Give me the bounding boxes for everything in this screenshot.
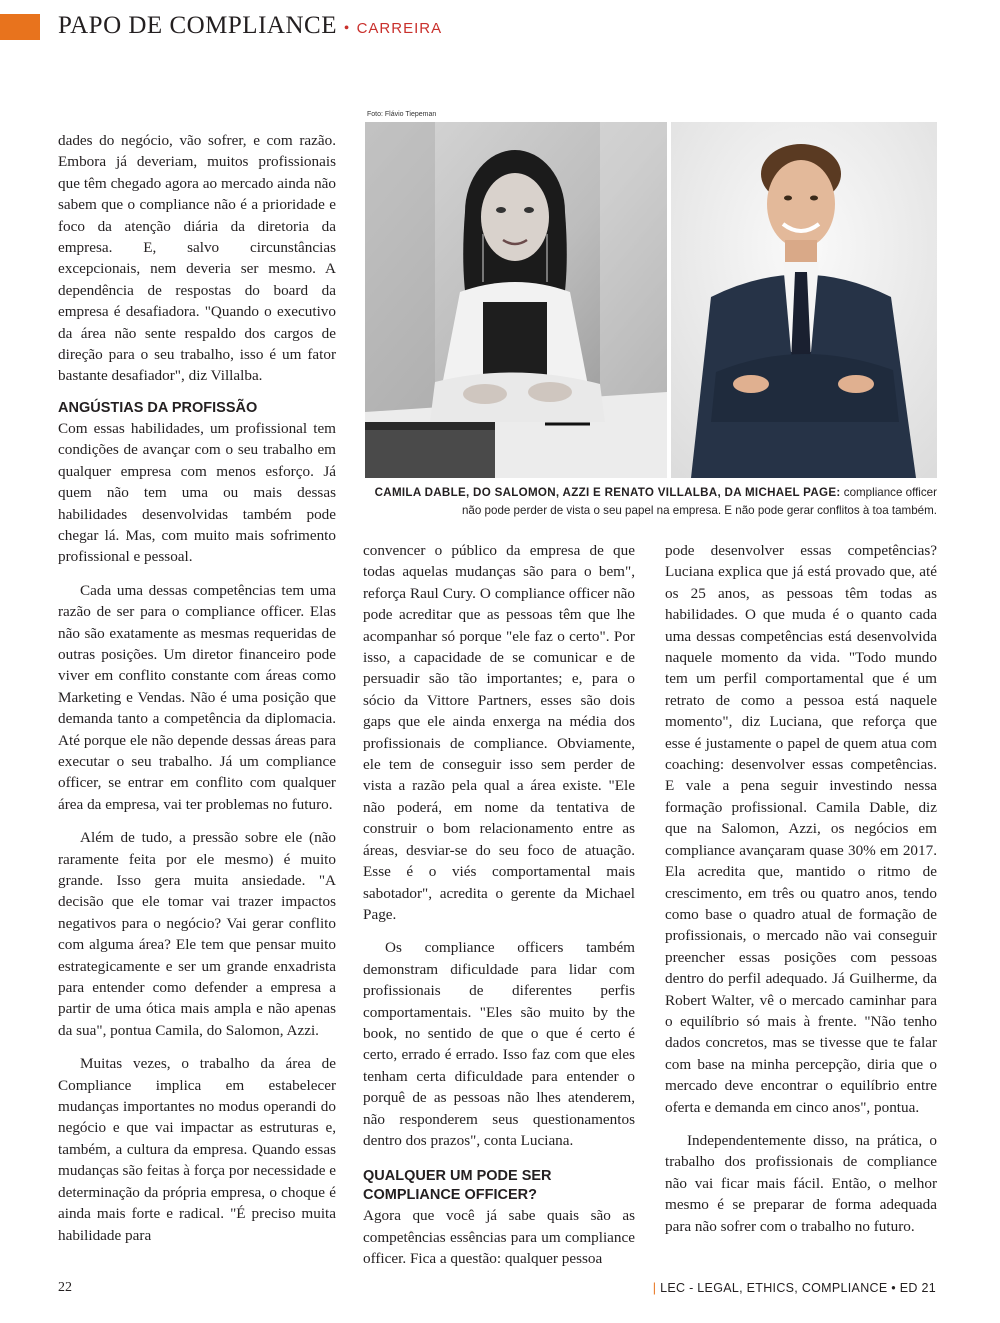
- header-section: CARREIRA: [356, 20, 443, 37]
- caption-text: compliance officer não pode perder de vista o seu papel na empresa. E não pode gerar conflitos à toa também.: [461, 486, 937, 517]
- publication-footer: [653, 1281, 936, 1295]
- col2-paragraph-1: convencer o público da empresa de que todas aquelas mudanças são para o bem", reforça Raul Cury. O compliance officer não pode acreditar que as pessoas têm que lhe acompanhar só porque "ele faz o certo". Por isso, a capacidade de se comunicar e de persuadir são tão importantes; e, para o sócio da Vittore Partners, esses são dois gaps que ele ainda enxerga na média dos profissionais de compliance. Obviamente, ele tem de conseguir isso sem perder de vista a razão pela qual a área existe. "Ele não poderá, em nome da tentativa de construir o bom relacionamento entre as áreas, desviar-se do seu foco de atuação. Esse é o viés comportamental mais sabotador", acredita o gerente da Michael Page.: [363, 542, 635, 923]
- col1-paragraph-2: Com essas habilidades, um profissional tem condições de avançar com o seu trabalho em qualquer empresa com menos esforço. Já quem não tem uma ou mais dessas habilidades desenvolvidas também pode chegar lá. Mas, com muito mais sofrimento profissional e pessoal.: [58, 419, 336, 566]
- footer-dot: •: [891, 1281, 896, 1295]
- footer-bar: |: [652, 1281, 657, 1295]
- col2-subhead: QUALQUER UM PODE SER COMPLIANCE OFFICER?: [363, 1168, 552, 1204]
- page-number: 22: [58, 1280, 72, 1295]
- photo-camila-dable: [365, 122, 667, 478]
- column-1: [58, 130, 336, 1246]
- page-header: [58, 12, 442, 40]
- caption-names: CAMILA DABLE, DO SALOMON, AZZI E RENATO VILLALBA, DA MICHAEL PAGE:: [374, 486, 841, 499]
- column-3: [665, 540, 937, 1237]
- footer-edition: ED 21: [899, 1281, 936, 1295]
- header-separator: •: [343, 20, 350, 37]
- col1-subhead: ANGÚSTIAS DA PROFISSÃO: [58, 399, 258, 416]
- photo-caption: [365, 484, 937, 520]
- column-2: [363, 540, 635, 1270]
- footer-publication: LEC - LEGAL, ETHICS, COMPLIANCE: [660, 1281, 888, 1295]
- col2-paragraph-3: Agora que você já sabe quais são as competências essências para um compliance officer. Fica a questão: qualquer pessoa: [363, 1207, 635, 1268]
- photo-credit-left: Foto: Flávio Tiepeman: [367, 111, 437, 118]
- col3-paragraph-2: Independentemente disso, na prática, o trabalho dos profissionais de compliance não vai ficar mais fácil. Então, o melhor mesmo é se preparar de forma adequada para não sofrer com o trabalho no futuro.: [665, 1131, 937, 1235]
- col1-paragraph-1: dades do negócio, vão sofrer, e com razão. Embora já deveriam, muitos profissionais que têm chegado agora ao mercado ainda não sabem que o compliance não é a prioridade e foco da atenção diária da diretoria da empresa. E, salvo circunstâncias excepcionais, nem deveria ser mesmo. A dependência de respostas do board da empresa é desafiadora. "Quando o executivo da área não sente respaldo dos cargos de direção para o seu trabalho, isso é um fator bastante desafiador", diz Villalba.: [58, 132, 336, 385]
- col3-paragraph-1: pode desenvolver essas competências? Luciana explica que já está provado que, até os 25 anos, as pessoas têm todas as habilidades. O que muda é o quanto cada uma dessas competências está desenvolvida naquele momento da vida. "Todo mundo tem um perfil comportamental que é um retrato de como a pessoa está naquele momento", diz Luciana, que reforça que esse é justamente o papel de quem atua com coaching: desenvolver essas competências. E vale a pena seguir investindo nessa formação profissional. Camila Dable, diz que na Salomon, Azzi, os negócios em compliance avançaram quase 30% em 2017. Ela acredita que, mantido o ritmo de crescimento, em três ou quatro anos, tendo como base o quadro atual de formação de profissionais, o mercado não vai conseguir preencher essas posições com pessoas dentro do perfil adequado. Já Guilherme, da Robert Walter, vê o mercado caminhar para o equilíbrio só mais à frente. "Não tenho dados concretos, mas se tivesse que te falar com base na minha percepção, diria que o mercado deve encontrar o equilíbrio entre oferta e demanda em cinco anos", pontua.: [665, 542, 937, 1116]
- header-title: PAPO DE COMPLIANCE: [58, 12, 337, 39]
- col2-paragraph-2: Os compliance officers também demonstram dificuldade para lidar com profissionais de diferentes perfis comportamentais. "Eles são muito by the book, no sentido de que o que é certo é certo, errado é errado. Isso faz com que eles tenham certa dificuldade para entender o porquê de as pessoas não lhes atenderem, não responderem seus questionamentos dentro dos prazos", conta Luciana.: [363, 939, 635, 1149]
- col1-paragraph-5: Muitas vezes, o trabalho da área de Compliance implica em estabelecer mudanças importantes no modus operandi do negócio e que vai impactar as estruturas e, também, a cultura da empresa. Quando essas mudanças são feitas à força por necessidade e determinação da própria empresa, o choque é ainda mais forte e radical. "É preciso muita habilidade para: [58, 1055, 336, 1244]
- header-accent-bar: [0, 14, 40, 40]
- col1-paragraph-3: Cada uma dessas competências tem uma razão de ser para o compliance officer. Elas não são exatamente as mesmas requeridas de outras posições. Um diretor financeiro pode viver em conflito constante com áreas como Marketing e Vendas. Não é uma posição que demanda tanto a competência da diplomacia. Até porque ele não depende dessas áreas para executar o seu trabalho. Já um compliance officer, se entrar em conflito com qualquer área da empresa, vai ter problemas no futuro.: [58, 581, 336, 813]
- photo-renato-villalba: [671, 122, 937, 478]
- portrait-man-image: [671, 122, 937, 478]
- portrait-woman-image: [365, 122, 667, 478]
- col1-paragraph-4: Além de tudo, a pressão sobre ele (não raramente feita por ele mesmo) é muito grande. Isso gera muita ansiedade. "A decisão que ele tomar vai trazer impactos negativos para o negócio? Vai gerar conflito com alguma área? Ele tem que pensar muito estrategicamente e ser um grande enxadrista para entender como defender a empresa a partir de uma ótica mais ampla e não apenas da sua", pontua Camila, do Salomon, Azzi.: [58, 829, 336, 1039]
